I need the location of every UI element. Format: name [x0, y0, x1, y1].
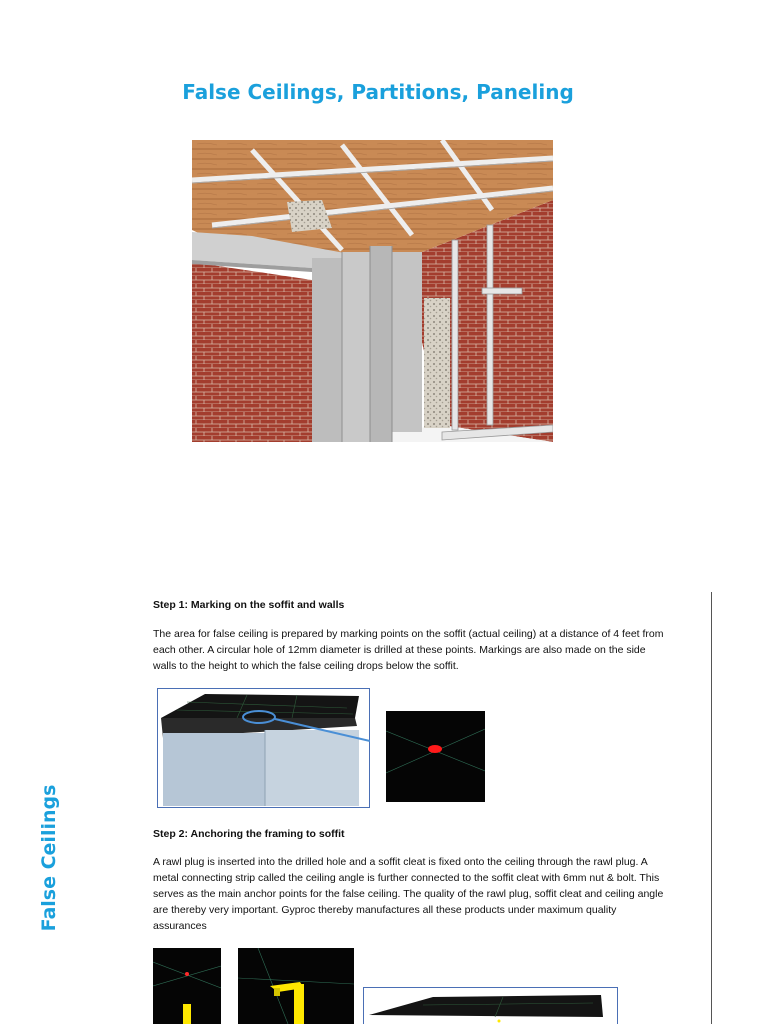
- page-title: False Ceilings, Partitions, Paneling: [182, 80, 574, 104]
- step1-text: The area for false ceiling is prepared by marking points on the soffit (actual ceiling) at a distance of 4 feet from each other. A circular hole of 12mm diameter is drilled at these points. Markings are also made on the side walls to the height to which the false ceiling drops below the soffit.: [153, 628, 664, 672]
- false-ceiling-illustration: [192, 140, 553, 442]
- side-section-title: False Ceilings: [38, 784, 60, 932]
- drill-hole-closeup: [386, 711, 485, 802]
- column-divider: [711, 592, 712, 1024]
- soffit-cleat-figure: [238, 948, 354, 1024]
- step1-heading: Step 1: Marking on the soffit and walls: [153, 599, 345, 611]
- step2-heading: Step 2: Anchoring the framing to soffit: [153, 828, 345, 840]
- soffit-marking-diagram: [157, 688, 370, 808]
- step2-text: A rawl plug is inserted into the drilled hole and a soffit cleat is fixed onto the ceiling through the rawl plug. A metal connecting strip called the ceiling angle is further connected to the soffit cleat with 6mm nut & bolt. This serves as the main anchor points for the false ceiling. The quality of the rawl plug, soffit cleat and ceiling angle are thereby very important. Gyproc thereby manufactures all these products under maximum quality assurances: [153, 856, 664, 932]
- ceiling-angle-diagram: [363, 987, 618, 1024]
- rawl-plug-figure: [153, 948, 221, 1024]
